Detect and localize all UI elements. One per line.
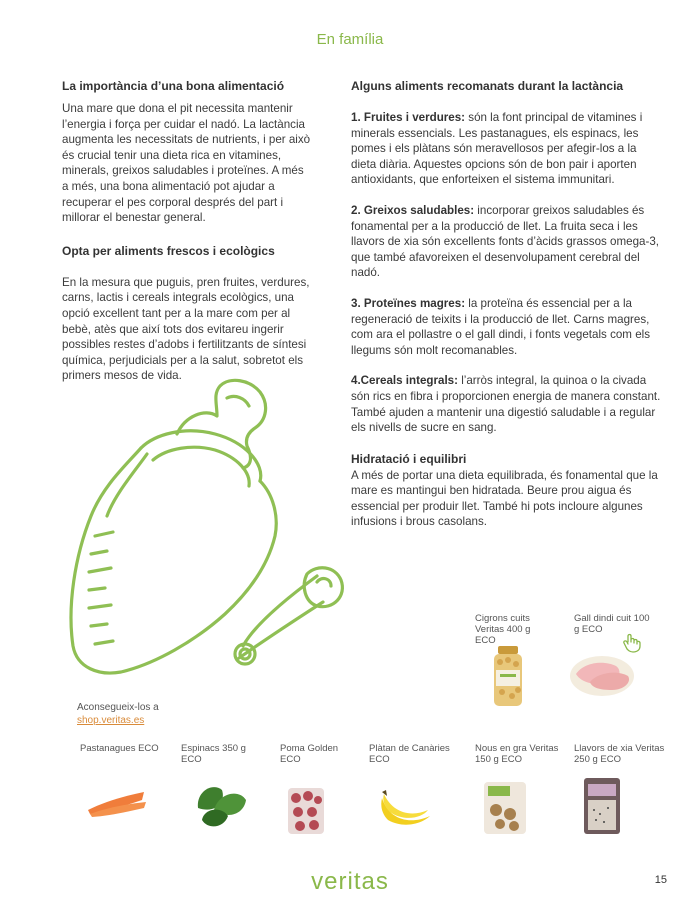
- walnuts-bag-image[interactable]: [480, 780, 530, 836]
- shop-link[interactable]: shop.veritas.es: [77, 715, 145, 726]
- food-item-label: 3. Proteïnes magres:: [351, 296, 466, 310]
- shop-cta: [77, 701, 159, 727]
- food-item-fats: [351, 203, 661, 281]
- food-item-text: la proteïna és essencial per a la regeneració de teixits i la producció de llet. Carns magres, com ara el pollastre o el gall dindi, i fonts vegetals com els llegums són molt recomanables.: [351, 296, 651, 357]
- food-item-fruits: [351, 110, 661, 188]
- chickpeas-jar-image[interactable]: [490, 646, 526, 708]
- cta-text: Aconsegueix-los a: [77, 702, 159, 713]
- product-label-turkey: Gall dindi cuit 100 g ECO: [574, 613, 650, 635]
- product-label-chickpeas: Cigrons cuits Veritas 400 g ECO: [475, 613, 531, 646]
- left-column: [62, 78, 312, 384]
- page-number: 15: [654, 874, 667, 886]
- veritas-logo: veritas: [311, 868, 389, 890]
- food-item-label: 4.Cereals integrals:: [351, 374, 458, 388]
- product-label-apple: Poma Golden ECO: [280, 743, 339, 765]
- heading-recommended-foods: Alguns aliments recomanats durant la lactància: [351, 79, 624, 93]
- chia-seeds-bag-image[interactable]: [582, 776, 622, 836]
- product-label-walnuts: Nous en gra Veritas 150 g ECO: [475, 743, 559, 765]
- turkey-slices-image[interactable]: [568, 652, 638, 698]
- heading-nutrition: La importància d’una bona alimentació: [62, 79, 285, 93]
- apple-bag-image[interactable]: [286, 786, 326, 836]
- hand-pointer-icon: [622, 633, 644, 653]
- food-item-cereals: [351, 373, 661, 435]
- product-label-banana: Plàtan de Canàries ECO: [369, 743, 450, 765]
- paragraph-fresh-organic: En la mesura que puguis, pren fruites, verdures, carns, lactis i cereals integrals ecològics, una opció excellent tant per a la mare com per al bebè, atès que així tots dos evitareu ingerir possibles restes d’adobs i fertilitzants de síntesi química, perjudicials per a la salut, sobretot els primers mesos de vida.: [62, 275, 310, 383]
- food-item-label: 2. Greixos saludables:: [351, 203, 475, 217]
- food-item-label: 1. Fruites i verdures:: [351, 111, 466, 124]
- heading-fresh-organic: Opta per aliments frescos i ecològics: [62, 243, 275, 258]
- paragraph-nutrition: Una mare que dona el pit necessita mantenir l’energia i força per cuidar el nadó. La lactància augmenta les necessitats de nutrients, i per això és crucial tenir una dieta rica en vitamines, minerals, greixos saludables i proteïnes. A més a més, una bona alimentació pot ajudar a recuperar el pes corporal després del part i millorar el benestar general.: [62, 102, 311, 225]
- paragraph-hydration: A més de portar una dieta equilibrada, és fonamental que la mare es mantingui ben hidratada. Beure prou aigua és essencial per produir llet. També hi pots incloure algunes infusions i brous casolans.: [351, 468, 658, 529]
- product-label-carrots: Pastanagues ECO: [80, 743, 159, 754]
- carrots-image[interactable]: [84, 786, 150, 818]
- food-item-proteins: [351, 296, 661, 358]
- section-title: En família: [316, 31, 384, 48]
- food-item-text: són la font principal de vitamines i minerals essencials. Les pastanagues, els espinacs, les pomes i els plàtans són meravellosos per afegir-los a la dieta diària. Aquestes opcions són de bon pair i aporten antioxidants, que enforteixen el sistema immunitari.: [351, 111, 643, 187]
- product-label-chia: Llavors de xia Veritas 250 g ECO: [574, 743, 665, 765]
- spinach-image[interactable]: [190, 780, 250, 832]
- right-column: [351, 78, 661, 530]
- food-item-text: incorporar greixos saludables és fonamental per a la producció de llet. La fruita seca i les llavors de xia són excellents fonts d’àcids grassos omega-3, que també afavoreixen el desenvolupament cerebral del nadó.: [351, 203, 660, 280]
- product-label-spinach: Espinacs 350 g ECO: [181, 743, 246, 765]
- bananas-image[interactable]: [378, 788, 434, 830]
- baby-bottle-illustration: [55, 376, 355, 686]
- food-item-text: l’arròs integral, la quinoa o la civada són rics en fibra i proporcionen energia de manera constant. També ajuden a mantenir una digestió saludable i a regular els nivells de sucre en sang.: [351, 374, 661, 435]
- heading-hydration: Hidratació i equilibri: [351, 451, 467, 466]
